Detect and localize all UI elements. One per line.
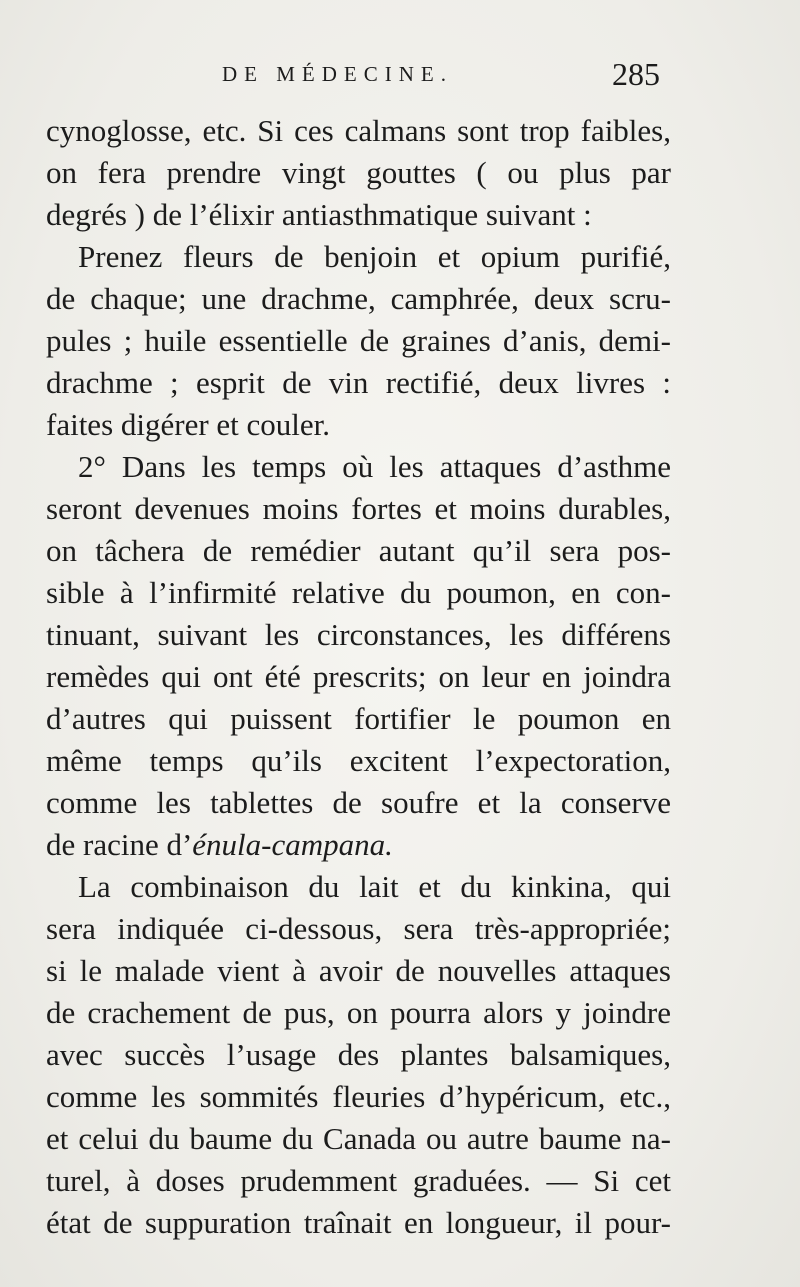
text-line: si le malade vient à avoir de nouvelles attaques [46,953,671,988]
text-line: seront devenues moins fortes et moins durables, [46,491,671,526]
text-line: de chaque; une drachme, camphrée, deux scru- [46,281,671,316]
page-header [0,58,800,98]
text-line: drachme ; esprit de vin rectifié, deux livres : [46,365,671,400]
text-line: de crachement de pus, on pourra alors y joindre [46,995,671,1030]
text-line: avec succès l’usage des plantes balsamiques, [46,1037,671,1072]
text-line: même temps qu’ils excitent l’expectoration, [46,743,671,778]
text-line: La combinaison du lait et du kinkina, qui [78,869,671,904]
text-span: de racine d’ [46,827,193,862]
text-line: d’autres qui puissent fortifier le poumon en [46,701,671,736]
text-line: comme les tablettes de soufre et la conserve [46,785,671,820]
text-line: état de suppuration traînait en longueur, il pour- [46,1205,671,1240]
text-line: Prenez fleurs de benjoin et opium purifié, [78,239,671,274]
page-number: 285 [612,56,660,92]
text-line: 2° Dans les temps où les attaques d’asthme [78,449,671,484]
text-line: on fera prendre vingt gouttes ( ou plus par [46,155,671,190]
italic-term: énula-campana. [192,827,393,862]
text-line: remèdes qui ont été prescrits; on leur en joindra [46,659,671,694]
text-line: turel, à doses prudemment graduées. — Si cet [46,1163,671,1198]
text-line: et celui du baume du Canada ou autre baume na- [46,1121,671,1156]
text-line: tinuant, suivant les circonstances, les différens [46,617,671,652]
text-line: comme les sommités fleuries d’hypéricum, etc., [46,1079,671,1114]
text-line: faites digérer et couler. [46,407,331,442]
text-line: cynoglosse, etc. Si ces calmans sont trop faibles, [46,113,671,148]
running-head: DE MÉDECINE. [222,62,453,86]
text-line [46,824,393,866]
text-line: on tâchera de remédier autant qu’il sera pos- [46,533,671,568]
text-line: sera indiquée ci-dessous, sera très-appropriée; [46,911,671,946]
text-line: pules ; huile essentielle de graines d’anis, demi- [46,323,671,358]
text-line: degrés ) de l’élixir antiasthmatique suivant : [46,197,592,232]
text-line: sible à l’infirmité relative du poumon, en con- [46,575,671,610]
